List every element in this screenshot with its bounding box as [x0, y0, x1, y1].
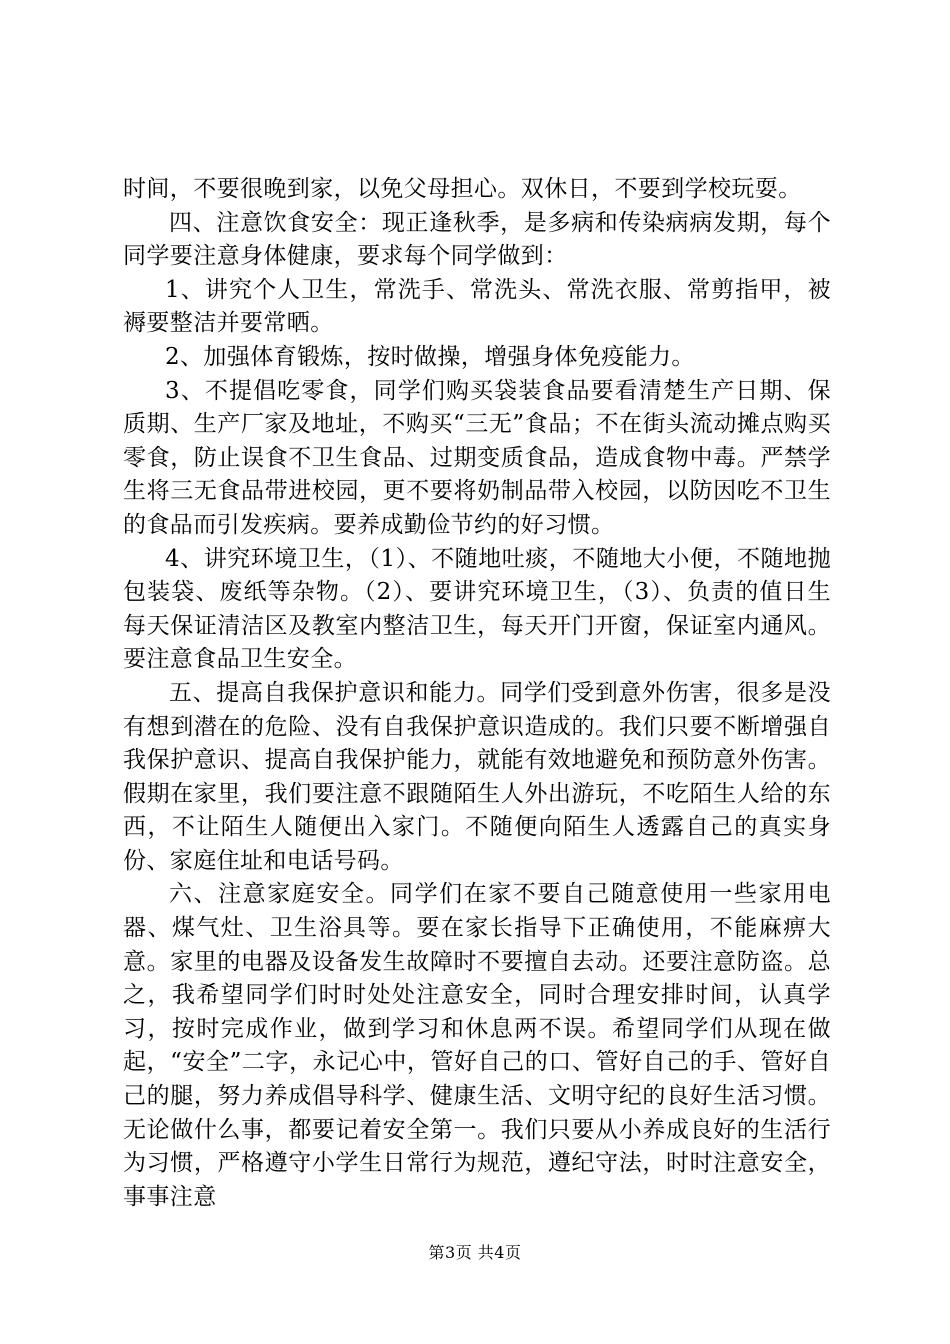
paragraph-section-four: 四、注意饮食安全：现正逢秋季，是多病和传染病病发期，每个同学要注意身体健康，要求每个同学做到：: [123, 209, 831, 270]
paragraph-continuation: 时间，不要很晚到家，以免父母担心。双休日，不要到学校玩耍。: [123, 176, 802, 202]
page-footer: 第3页 共4页: [428, 1243, 522, 1262]
paragraph-item-two: 2、加强体育锻炼，按时做操，增强身体免疫能力。: [165, 343, 695, 370]
paragraph-section-six: 六、注意家庭安全。同学们在家不要自己随意使用一些家用电器、煤气灶、卫生浴具等。要在家长指导下正确使用，不能麻痹大意。家里的电器及设备发生故障时不要擅自去动。还要注意防盗。总之，我希望同学们时时处处注意安全，同时合理安排时间，认真学习，按时完成作业，做到学习和休息两不误。希望同学们从现在做起，“安全”二字，永记心中，管好自己的口、管好自己的手、管好自己的腿，努力养成倡导科学、健康生活、文明守纪的良好生活习惯。无论做什么事，都要记着安全第一。我们只要从小养成良好的生活行为习惯，严格遵守小学生日常行为规范，遵纪守法，时时注意安全，事事注意: [123, 881, 831, 1210]
document-body: [123, 173, 831, 1214]
paragraph-section-five: 五、提高自我保护意识和能力。同学们受到意外伤害，很多是没有想到潜在的危险、没有自我保护意识造成的。我们只要不断增强自我保护意识、提高自我保护能力，就能有效地避免和预防意外伤害。假期在家里，我们要注意不跟随陌生人外出游玩，不吃陌生人给的东西，不让陌生人随便出入家门。不随便向陌生人透露自己的真实身份、家庭住址和电话号码。: [123, 679, 831, 874]
paragraph-item-four: 4、讲究环境卫生，（1）、不随地吐痰，不随地大小便，不随地抛包装袋、废纸等杂物。（2）、要讲究环境卫生，（3）、负责的值日生每天保证清洁区及教室内整洁卫生，每天开门开窗，保证室内通风。要注意食品卫生安全。: [123, 545, 831, 673]
paragraph-item-one: 1、讲究个人卫生，常洗手、常洗头、常洗衣服、常剪指甲，被褥要整洁并要常晒。: [123, 276, 831, 337]
paragraph-item-three: 3、不提倡吃零食，同学们购买袋装食品要看清楚生产日期、保质期、生产厂家及地址，不购买“三无”食品；不在街头流动摊点购买零食，防止误食不卫生食品、过期变质食品，造成食物中毒。严禁学生将三无食品带进校园，更不要将奶制品带入校园，以防因吃不卫生的食品而引发疾病。要养成勤俭节约的好习惯。: [123, 377, 831, 538]
